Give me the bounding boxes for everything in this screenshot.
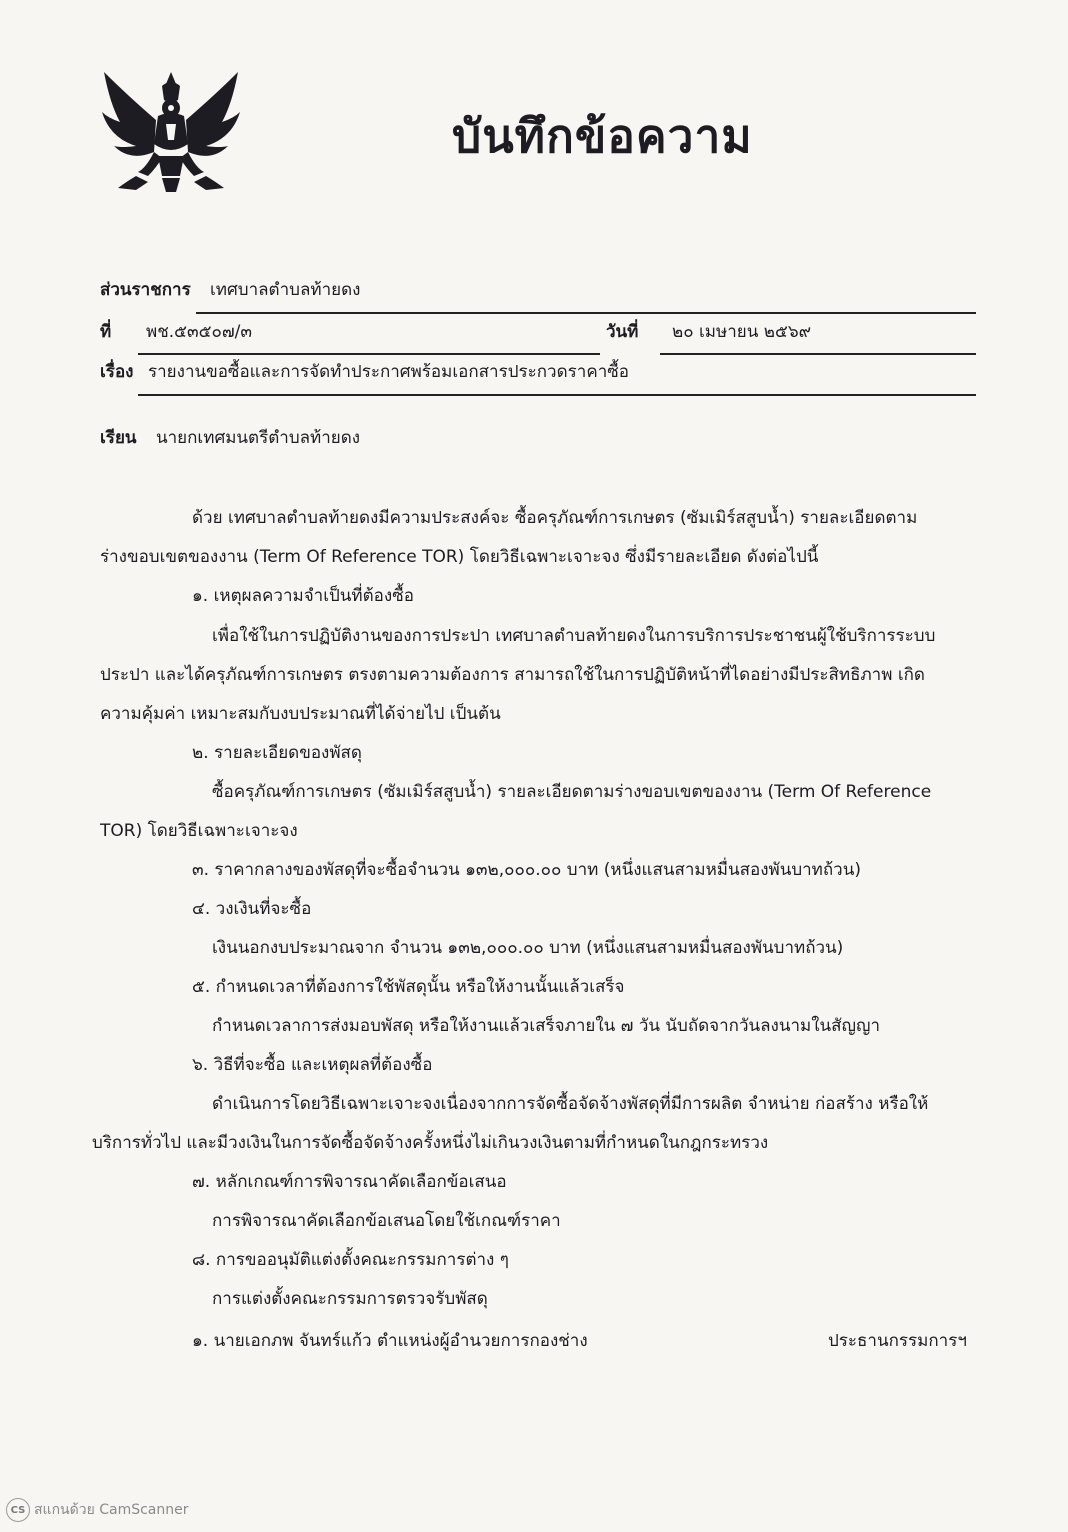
section-6-line-1: ดำเนินการโดยวิธีเฉพาะเจาะจงเนื่องจากการจัดซื้อจัดจ้างพัสดุที่มีการผลิต จำหน่าย ก่อสร้าง หรือให้ <box>212 1094 929 1114</box>
ref-underline <box>138 353 600 355</box>
section-1-line-2: ประปา และได้ครุภัณฑ์การเกษตร ตรงตามความต้องการ สามารถใช้ในการปฏิบัติหน้าที่ไดอย่างมีประสิทธิภาพ เกิด <box>100 665 925 685</box>
section-5-line-1: กำหนดเวลาการส่งมอบพัสดุ หรือให้งานแล้วเสร็จภายใน ๗ วัน นับถัดจากวันลงนามในสัญญา <box>212 1016 881 1036</box>
section-2-heading: ๒. รายละเอียดของพัสดุ <box>192 743 362 763</box>
section-4-line-1: เงินนอกงบประมาณจาก จำนวน ๑๓๒,๐๐๐.๐๐ บาท (หนึ่งแสนสามหมื่นสองพันบาทถ้วน) <box>212 938 844 958</box>
to-label: เรียน <box>100 428 137 448</box>
section-8-heading: ๘. การขออนุมัติแต่งตั้งคณะกรรมการต่าง ๆ <box>192 1250 509 1270</box>
intro-line-2: ร่างขอบเขตของงาน (Term Of Reference TOR) โดยวิธีเฉพาะเจาะจง ซึ่งมีรายละเอียด ดังต่อไปนี้ <box>100 547 819 567</box>
subject-label: เรื่อง <box>100 362 134 382</box>
agency-underline <box>196 312 976 314</box>
intro-line-1: ด้วย เทศบาลตำบลท้ายดงมีความประสงค์จะ ซื้อครุภัณฑ์การเกษตร (ซัมเมิร์สสูบน้ำ) รายละเอียดตาม <box>192 508 918 528</box>
section-8-line-1: การแต่งตั้งคณะกรรมการตรวจรับพัสดุ <box>212 1289 488 1309</box>
agency-label: ส่วนราชการ <box>100 280 191 300</box>
memo-title: บันทึกข้อความ <box>452 109 753 163</box>
scanner-watermark-text: สแกนด้วย CamScanner <box>34 1502 189 1518</box>
subject-value: รายงานขอซื้อและการจัดทำประกาศพร้อมเอกสารประกวดราคาซื้อ <box>148 362 629 382</box>
committee-role: ประธานกรรมการฯ <box>828 1331 967 1351</box>
agency-value: เทศบาลตำบลท้ายดง <box>210 280 361 300</box>
ref-label: ที่ <box>100 322 112 342</box>
to-value: นายกเทศมนตรีตำบลท้ายดง <box>156 428 361 448</box>
section-7-heading: ๗. หลักเกณฑ์การพิจารณาคัดเลือกข้อเสนอ <box>192 1172 507 1192</box>
section-4-heading: ๔. วงเงินที่จะซื้อ <box>192 899 312 919</box>
section-5-heading: ๕. กำหนดเวลาที่ต้องการใช้พัสดุนั้น หรือให้งานนั้นแล้วเสร็จ <box>192 977 625 997</box>
section-6-line-2: บริการทั่วไป และมีวงเงินในการจัดซื้อจัดจ้างครั้งหนึ่งไม่เกินวงเงินตามที่กำหนดในกฎกระทรวง <box>92 1133 769 1153</box>
ref-value: พช.๕๓๕๐๗/๓ <box>146 322 253 342</box>
scanner-watermark <box>6 1498 189 1522</box>
section-6-heading: ๖. วิธีที่จะซื้อ และเหตุผลที่ต้องซื้อ <box>192 1055 433 1075</box>
date-underline <box>660 353 976 355</box>
section-1-heading: ๑. เหตุผลความจำเป็นที่ต้องซื้อ <box>192 586 414 606</box>
date-label: วันที่ <box>606 322 639 342</box>
subject-underline <box>138 394 976 396</box>
section-1-line-3: ความคุ้มค่า เหมาะสมกับงบประมาณที่ได้จ่ายไป เป็นต้น <box>100 704 501 724</box>
section-3-heading: ๓. ราคากลางของพัสดุที่จะซื้อจำนวน ๑๓๒,๐๐๐.๐๐ บาท (หนึ่งแสนสามหมื่นสองพันบาทถ้วน) <box>192 860 861 880</box>
section-7-line-1: การพิจารณาคัดเลือกข้อเสนอโดยใช้เกณฑ์ราคา <box>212 1211 561 1231</box>
section-2-line-1: ซื้อครุภัณฑ์การเกษตร (ซัมเมิร์สสูบน้ำ) รายละเอียดตามร่างขอบเขตของงาน (Term Of Reference <box>212 782 932 802</box>
date-value: ๒๐ เมษายน ๒๕๖๙ <box>672 322 812 342</box>
committee-line: ๑. นายเอกภพ จันทร์แก้ว ตำแหน่งผู้อำนวยการกองช่าง <box>192 1331 588 1351</box>
camscanner-icon: CS <box>6 1498 30 1522</box>
section-2-line-2: TOR) โดยวิธีเฉพาะเจาะจง <box>100 821 298 841</box>
section-1-line-1: เพื่อใช้ในการปฏิบัติงานของการประปา เทศบาลตำบลท้ายดงในการบริการประชาชนผู้ใช้บริการระบบ <box>212 626 936 646</box>
garuda-emblem-icon <box>96 64 246 204</box>
